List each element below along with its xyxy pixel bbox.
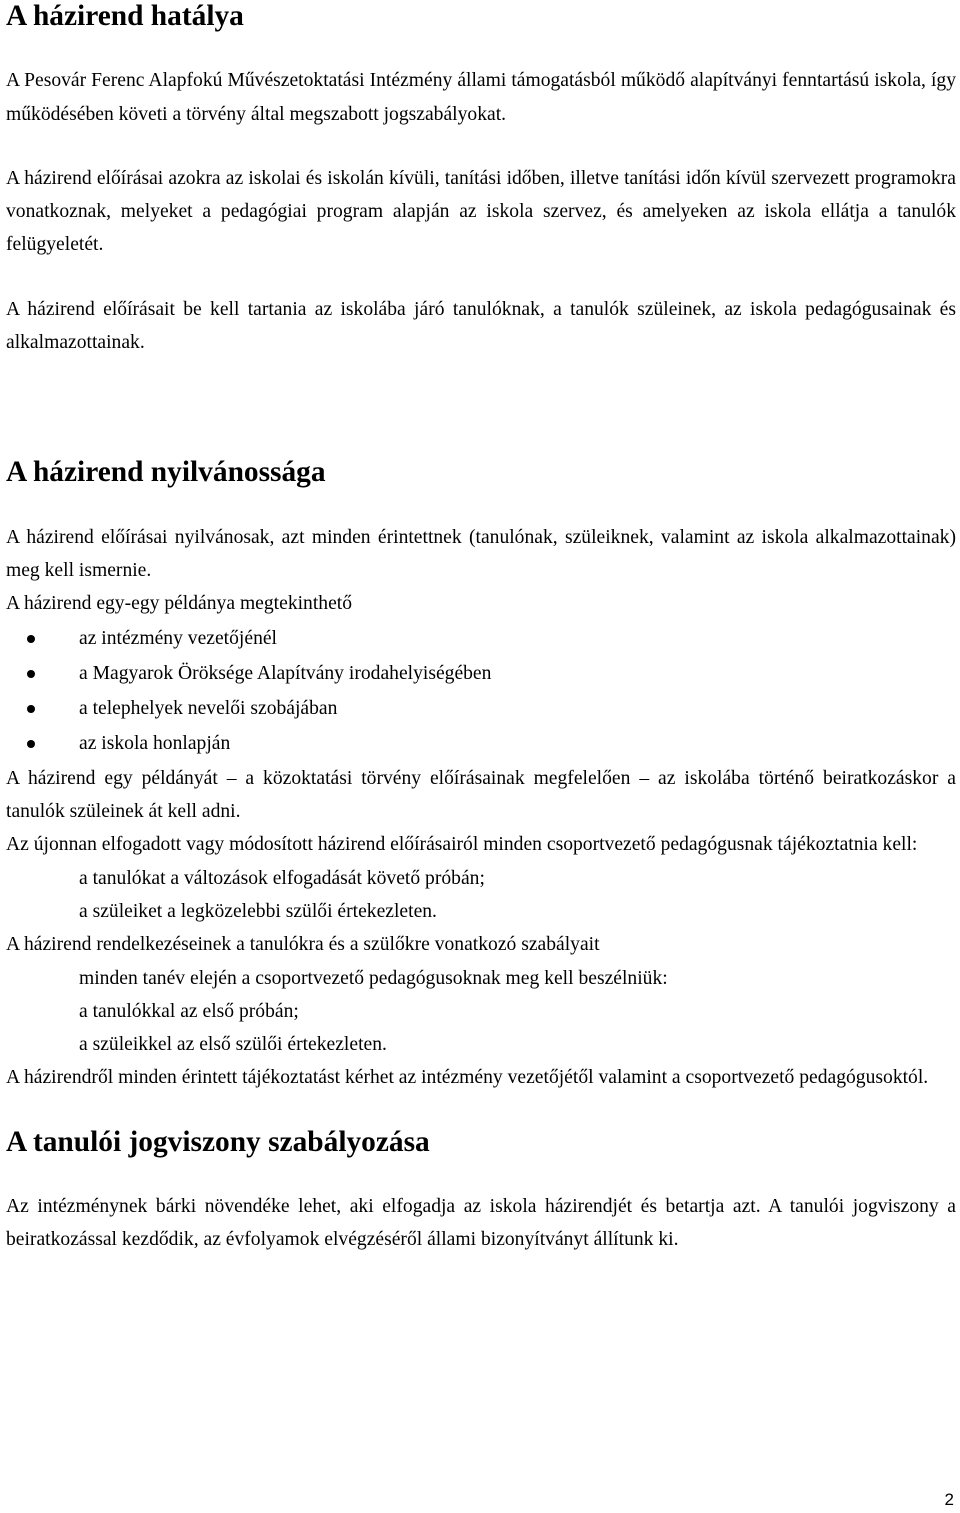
paragraph-scope-1: A Pesovár Ferenc Alapfokú Művészetoktatási Intézmény állami támogatásból működő alapítványi fenntartású iskola, így működésében követi a törvény által megszabott jogszabályokat. — [6, 70, 956, 125]
paragraph-new-rules: Az újonnan elfogadott vagy módosított házirend előírásairól minden csoportvezető pedagógusnak tájékoztatnia kell: — [6, 834, 918, 856]
paragraph-copy-availability: A házirend egy-egy példánya megtekinthető — [6, 593, 353, 615]
availability-list — [6, 621, 956, 762]
indented-line: a tanulókkal az első próbán; — [79, 1000, 299, 1022]
list-item: a Magyarok Öröksége Alapítvány irodahelyiségében — [6, 656, 956, 691]
paragraph-publicity-intro: A házirend előírásai nyilvánosak, azt minden érintettnek (tanulónak, szüleiknek, valamint az iskola alkalmazottainak) meg kell ismernie. — [6, 526, 956, 581]
document-page — [6, 0, 956, 1257]
page-number: 2 — [944, 1490, 954, 1509]
indented-line: a tanulókat a változások elfogadását követő próbán; — [79, 867, 485, 889]
indented-line: a szüleikkel az első szülői értekezleten. — [79, 1034, 387, 1056]
paragraph-rules-provisions: A házirend rendelkezéseinek a tanulókra és a szülőkre vonatkozó szabályait — [6, 934, 600, 956]
paragraph-student-status: Az intézménynek bárki növendéke lehet, aki elfogadja az iskola házirendjét és betartja azt. A tanulói jogviszony a beiratkozással kezdődik, az évfolyamok elvégzéséről állami bizonyítványt állítunk ki. — [6, 1196, 956, 1251]
section-heading-student-status: A tanulói jogviszony szabályozása — [6, 1125, 430, 1158]
bullet-icon — [27, 705, 35, 713]
bullet-icon — [27, 740, 35, 748]
paragraph-scope-3: A házirend előírásait be kell tartania az iskolába járó tanulóknak, a tanulók szüleinek, az iskola pedagógusainak és alkalmazottainak. — [6, 298, 956, 354]
section-heading-publicity: A házirend nyilvánossága — [6, 456, 326, 489]
bullet-icon — [27, 670, 35, 678]
list-item: az iskola honlapján — [6, 726, 956, 761]
paragraph-scope-2: A házirend előírásai azokra az iskolai és iskolán kívüli, tanítási időben, illetve tanítási időn kívül szervezett programokra vonatkoznak, melyeket a pedagógiai program alapján az iskola szervez, és amelyeken az iskola ellátja a tanulók felügyeletét. — [6, 167, 956, 256]
list-item: a telephelyek nevelői szobájában — [6, 691, 956, 726]
paragraph-copy-handover: A házirend egy példányát – a közoktatási törvény előírásainak megfelelően – az iskolába történő beiratkozáskor a tanulók szüleinek át kell adni. — [6, 767, 956, 823]
indented-line: a szüleiket a legközelebbi szülői értekezleten. — [79, 900, 437, 922]
section-heading-scope: A házirend hatálya — [6, 0, 244, 32]
bullet-icon — [27, 635, 35, 643]
list-item: az intézmény vezetőjénél — [6, 621, 956, 656]
indented-line: minden tanév elején a csoportvezető pedagógusoknak meg kell beszélniük: — [79, 967, 668, 989]
paragraph-information: A házirendről minden érintett tájékoztatást kérhet az intézmény vezetőjétől valamint a csoportvezető pedagógusoktól. — [6, 1067, 929, 1089]
